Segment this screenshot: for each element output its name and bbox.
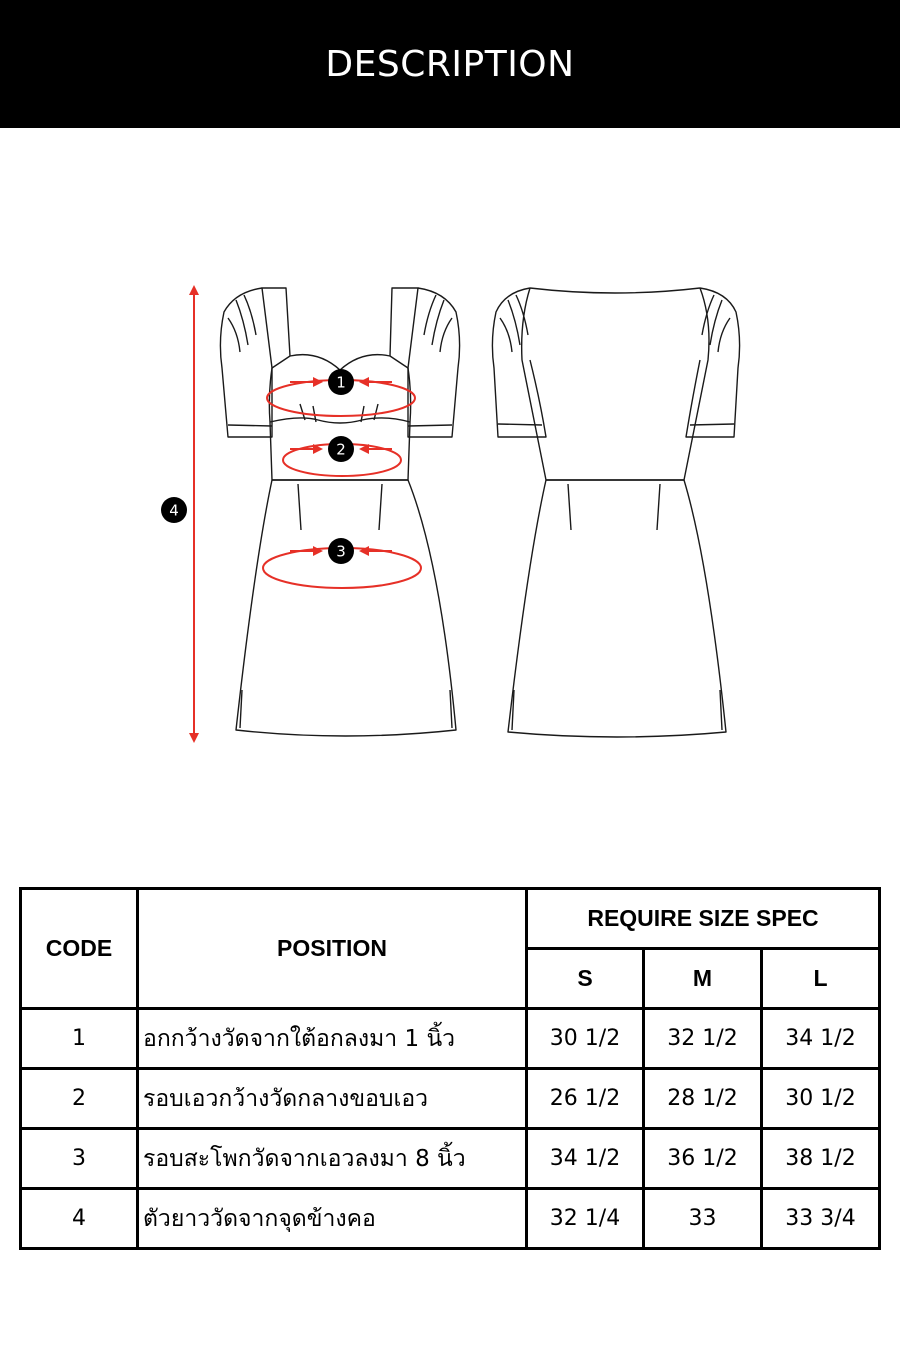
row-position: รอบสะโพกวัดจากเอวลงมา 8 นิ้ว — [138, 1129, 527, 1189]
size-l-header: L — [762, 949, 880, 1009]
table-row — [21, 1009, 880, 1069]
row-size-s: 34 1/2 — [527, 1129, 644, 1189]
size-m-header: M — [644, 949, 762, 1009]
row-size-s: 32 1/4 — [527, 1189, 644, 1249]
row-size-l: 34 1/2 — [762, 1009, 880, 1069]
row-size-m: 32 1/2 — [644, 1009, 762, 1069]
measure-guides — [194, 290, 421, 738]
spec-header: REQUIRE SIZE SPEC — [527, 889, 880, 949]
svg-text:1: 1 — [336, 373, 346, 392]
row-code: 2 — [21, 1069, 138, 1129]
row-position: รอบเอวกว้างวัดกลางขอบเอว — [138, 1069, 527, 1129]
table-row — [21, 1069, 880, 1129]
svg-text:3: 3 — [336, 542, 346, 561]
row-size-m: 28 1/2 — [644, 1069, 762, 1129]
row-size-l: 33 3/4 — [762, 1189, 880, 1249]
marker-badge-1 — [328, 369, 354, 395]
size-s-header: S — [527, 949, 644, 1009]
table-row — [21, 1189, 880, 1249]
row-size-m: 33 — [644, 1189, 762, 1249]
row-code: 1 — [21, 1009, 138, 1069]
svg-text:4: 4 — [169, 501, 179, 520]
page-title: DESCRIPTION — [325, 43, 575, 85]
row-position: อกกว้างวัดจากใต้อกลงมา 1 นิ้ว — [138, 1009, 527, 1069]
row-size-s: 30 1/2 — [527, 1009, 644, 1069]
row-code: 3 — [21, 1129, 138, 1189]
marker-badge-4 — [161, 497, 187, 523]
position-header: POSITION — [138, 889, 527, 1009]
page-header — [0, 0, 900, 128]
code-header: CODE — [21, 889, 138, 1009]
dress-back-icon — [492, 288, 739, 737]
svg-text:2: 2 — [336, 440, 346, 459]
marker-badge-2 — [328, 436, 354, 462]
row-size-s: 26 1/2 — [527, 1069, 644, 1129]
row-size-l: 30 1/2 — [762, 1069, 880, 1129]
dress-illustration — [0, 128, 900, 848]
dress-front-icon — [220, 288, 459, 736]
row-code: 4 — [21, 1189, 138, 1249]
size-spec-table — [19, 887, 881, 1250]
table-header-row — [21, 889, 880, 949]
row-position: ตัวยาววัดจากจุดข้างคอ — [138, 1189, 527, 1249]
table-row — [21, 1129, 880, 1189]
row-size-l: 38 1/2 — [762, 1129, 880, 1189]
row-size-m: 36 1/2 — [644, 1129, 762, 1189]
marker-badge-3 — [328, 538, 354, 564]
